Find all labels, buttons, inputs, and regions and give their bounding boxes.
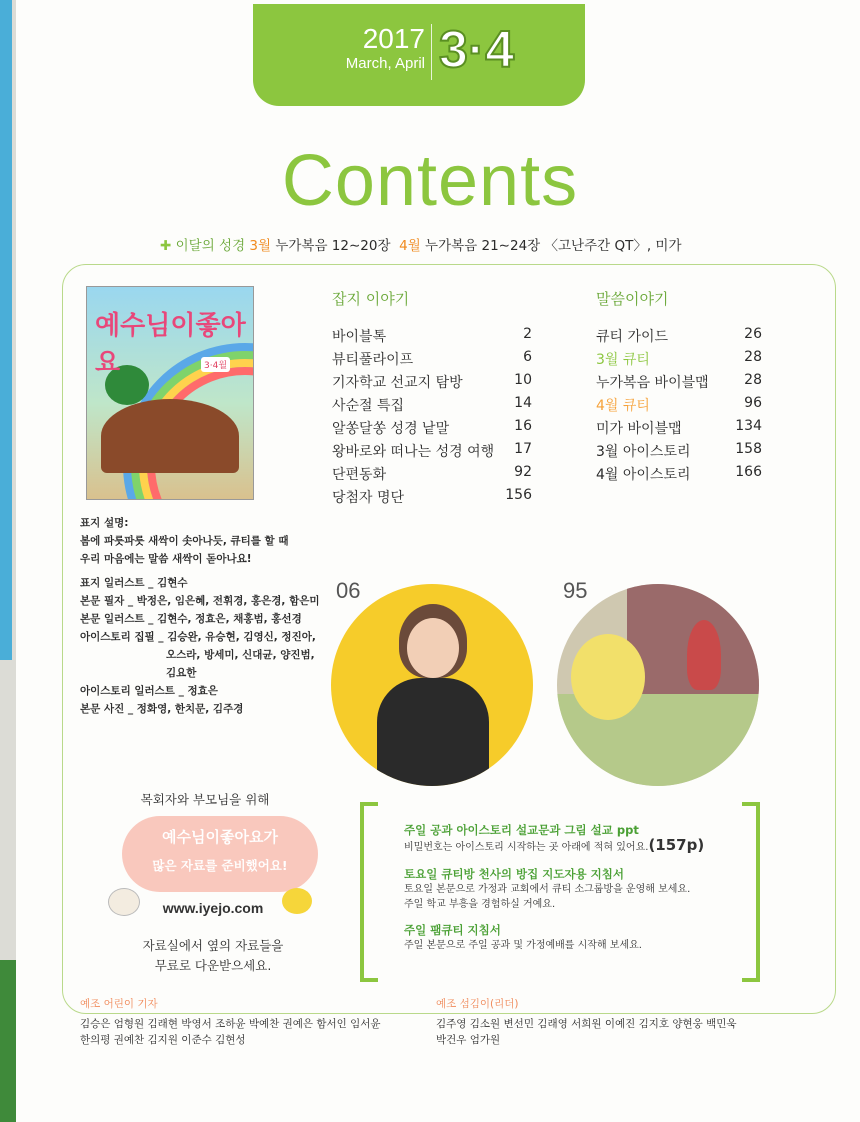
toc-item[interactable]: 3월 큐티 bbox=[596, 352, 650, 368]
cover-desc-line: 우리 마음에는 말씀 새싹이 돋아나요! bbox=[80, 553, 252, 565]
leaders-title: 예조 섬김이(리더) bbox=[436, 998, 519, 1010]
cover-title: 예수님이좋아요 bbox=[95, 311, 246, 378]
illustration-page-number: 95 bbox=[563, 578, 588, 603]
magazine-section-title: 잡지 이야기 bbox=[332, 290, 410, 308]
toc-item[interactable]: 뷰티풀라이프 bbox=[332, 352, 414, 368]
toc-page: 28 bbox=[744, 349, 762, 365]
bible-april-label: 4월 bbox=[399, 238, 421, 254]
photo-page-number: 06 bbox=[336, 578, 361, 603]
toc-page: 6 bbox=[523, 349, 532, 365]
reporters-line: 한의평 권예찬 김지원 이준수 김현성 bbox=[80, 1034, 246, 1046]
bracket-left bbox=[360, 802, 378, 982]
website-link[interactable]: www.iyejo.com bbox=[162, 900, 264, 916]
page-title: Contents bbox=[281, 141, 579, 221]
toc-item[interactable]: 3월 아이스토리 bbox=[596, 444, 691, 460]
toc-page: 156 bbox=[505, 487, 532, 503]
resource-page-ref: (157p) bbox=[648, 836, 705, 854]
resource-title: 주일 팸큐티 지침서 bbox=[404, 923, 501, 937]
promo-foot-line: 자료실에서 옆의 자료들을 bbox=[142, 938, 284, 953]
issue-months: March, April bbox=[345, 55, 425, 72]
toc-item[interactable]: 사순절 특집 bbox=[332, 398, 405, 414]
page-edge-green bbox=[0, 960, 16, 1122]
resource-item bbox=[404, 866, 690, 912]
cover-description bbox=[80, 514, 289, 568]
toc-page: 166 bbox=[735, 464, 762, 480]
issue-year: 2017 bbox=[362, 23, 425, 54]
credit-line: 오스라, 방세미, 신대균, 양진범, bbox=[166, 649, 315, 661]
promo-heading: 목회자와 부모님을 위해 bbox=[140, 792, 270, 807]
word-section-title: 말씀이야기 bbox=[596, 290, 669, 308]
toc-page: 92 bbox=[514, 464, 532, 480]
toc-item[interactable]: 왕바로와 떠나는 성경 여행 bbox=[332, 444, 495, 460]
bracket-right bbox=[742, 802, 760, 982]
issue-divider bbox=[431, 24, 432, 80]
promo-cloud-line: 예수님이좋아요가 bbox=[162, 828, 278, 846]
bible-lead: 이달의 성경 bbox=[175, 238, 246, 254]
toc-page: 2 bbox=[523, 326, 532, 342]
resource-title: 토요일 큐티방 천사의 방집 지도자용 지침서 bbox=[404, 867, 624, 881]
toc-page: 14 bbox=[514, 395, 532, 411]
reporters-names bbox=[80, 1016, 381, 1048]
toc-item[interactable]: 단편동화 bbox=[332, 467, 387, 483]
credit-line: 김요한 bbox=[166, 667, 197, 679]
cover-badge: 3·4월 bbox=[201, 357, 230, 372]
bible-march-label: 3월 bbox=[249, 238, 272, 254]
cover-desc-heading: 표지 설명: bbox=[80, 517, 129, 529]
credits-list bbox=[80, 574, 320, 718]
cover-image bbox=[86, 286, 254, 500]
credit-line: 본문 일러스트 _ 김현수, 정효은, 채홍범, 홍선경 bbox=[80, 613, 302, 625]
resource-desc: 주일 본문으로 주일 공과 및 가정예배를 시작해 보세요. bbox=[404, 940, 642, 951]
promo-cloud-line: 많은 자료를 준비했어요! bbox=[152, 858, 288, 873]
resource-desc: 토요일 본문으로 가정과 교회에서 큐티 소그룹방을 운영해 보세요. bbox=[404, 884, 691, 895]
credit-line: 표지 일러스트 _ 김현수 bbox=[80, 577, 188, 589]
credit-line: 본문 사진 _ 정화영, 한치문, 김주경 bbox=[80, 703, 244, 715]
leaders-line: 김주영 김소원 변선민 김래영 서희원 이예진 김지호 양현웅 백민욱 bbox=[436, 1018, 737, 1030]
toc-page: 158 bbox=[735, 441, 762, 457]
issue-number: 3·4 bbox=[439, 21, 515, 79]
bible-april-text: 누가복음 21∼24장 〈고난주간 QT〉, 미가 bbox=[425, 238, 682, 254]
toc-item[interactable]: 누가복음 바이블맵 bbox=[596, 375, 709, 391]
toc-item[interactable]: 바이블톡 bbox=[332, 329, 387, 345]
leaders-names bbox=[436, 1016, 737, 1048]
toc-item[interactable]: 알쏭달쏭 성경 낱말 bbox=[332, 421, 450, 437]
reporters-title: 예조 어린이 기자 bbox=[80, 998, 158, 1010]
toc-page: 134 bbox=[735, 418, 762, 434]
interview-photo bbox=[331, 584, 533, 786]
toc-page: 26 bbox=[744, 326, 762, 342]
toc-item[interactable]: 큐티 가이드 bbox=[596, 329, 669, 345]
resource-item bbox=[404, 822, 704, 855]
story-illustration bbox=[557, 584, 759, 786]
resource-desc: 주일 학교 부흥을 경험하실 거예요. bbox=[404, 899, 556, 910]
promo-cloud bbox=[122, 816, 318, 892]
toc-page: 16 bbox=[514, 418, 532, 434]
page-edge-blue bbox=[0, 0, 12, 660]
issue-tab bbox=[253, 4, 585, 106]
toc-item[interactable]: 4월 큐티 bbox=[596, 398, 650, 414]
leaders-line: 박건우 엄가원 bbox=[436, 1034, 501, 1046]
resource-title: 주일 공과 아이스토리 설교문과 그림 설교 ppt bbox=[404, 823, 639, 837]
toc-page: 10 bbox=[514, 372, 532, 388]
credit-line: 본문 필자 _ 박정은, 임은혜, 전휘경, 홍은경, 함은미 bbox=[80, 595, 320, 607]
credit-line: 아이스토리 집필 _ 김승완, 유승현, 김영신, 정진아, bbox=[80, 631, 316, 643]
toc-item[interactable]: 당첨자 명단 bbox=[332, 490, 405, 506]
toc-item[interactable]: 기자학교 선교지 탐방 bbox=[332, 375, 463, 391]
toc-page: 96 bbox=[744, 395, 762, 411]
promo-foot-line: 무료로 다운받으세요. bbox=[154, 958, 272, 973]
reporters-line: 김승은 엄형원 김래현 박영서 조하윤 박예찬 권예은 함서인 임서윤 bbox=[80, 1018, 381, 1030]
resource-desc: 비밀번호는 아이스토리 시작하는 곳 아래에 적혀 있어요. bbox=[404, 842, 649, 853]
resource-item bbox=[404, 922, 642, 953]
toc-page: 28 bbox=[744, 372, 762, 388]
maze-illustration bbox=[101, 399, 239, 473]
credit-line: 아이스토리 일러스트 _ 정효은 bbox=[80, 685, 218, 697]
plus-icon: ✚ bbox=[160, 238, 172, 254]
toc-item[interactable]: 4월 아이스토리 bbox=[596, 467, 691, 483]
toc-item[interactable]: 미가 바이블맵 bbox=[596, 421, 682, 437]
bible-march-text: 누가복음 12∼20장 bbox=[275, 238, 391, 254]
bible-of-month bbox=[160, 234, 682, 254]
cover-desc-line: 봄에 파릇파릇 새싹이 솟아나듯, 큐티를 할 때 bbox=[80, 535, 289, 547]
toc-page: 17 bbox=[514, 441, 532, 457]
